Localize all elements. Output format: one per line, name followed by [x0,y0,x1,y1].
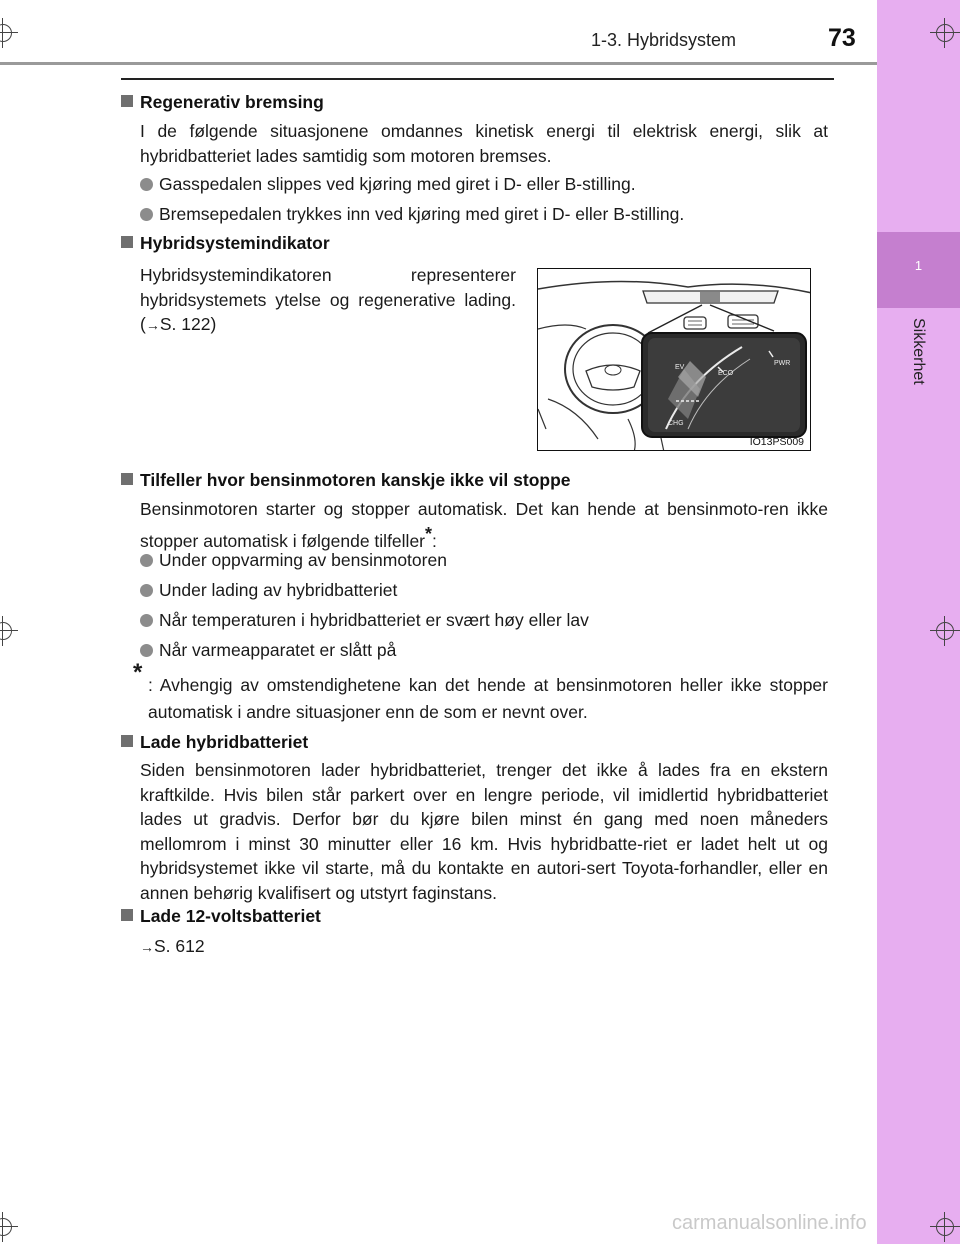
gauge-label-ev: EV [675,364,685,371]
heading-engine-stop [121,470,571,491]
crop-mark-icon [0,616,18,646]
dashboard-illustration [538,269,811,451]
page-number: 73 [828,24,856,52]
watermark: carmanualsonline.info [672,1212,867,1234]
list-item: Når varmeapparatet er slått på [140,640,396,661]
heading-indicator-text: Hybridsystemindikator [140,233,330,253]
footnote-star: * [133,659,143,686]
arrow-right-icon: → [140,939,154,955]
crop-mark-icon [0,18,18,48]
arrow-right-icon: → [145,317,160,333]
footnote-text: : Avhengig av omstendighetene kan det hende at bensinmotoren heller ikke stopper automatisk i andre situasjoner enn de som er nevnt over. [148,675,828,722]
heading-charge-hybrid [121,732,308,753]
crop-mark-icon [930,18,960,48]
gauge-label-pwr: PWR [774,360,791,367]
engine-stop-text: Bensinmotoren starter og stopper automatisk. Det kan hende at bensinmoto-ren ikke stopper automatisk i følgende tilfeller*: [140,499,828,551]
section-title: 1-3. Hybridsystem [591,30,737,50]
content-rule [121,78,834,80]
heading-regenerative-text: Regenerativ bremsing [140,92,324,112]
header-rule [0,62,877,65]
gauge-label-eco: ECO [718,370,734,377]
heading-charge-hybrid-text: Lade hybridbatteriet [140,732,309,752]
gauge-label-chg: CHG [668,420,684,427]
round-bullet-icon [140,584,153,597]
list-item: Under lading av hybridbatteriet [140,580,397,601]
round-bullet-icon [140,644,153,657]
list-item: Når temperaturen i hybridbatteriet er svært høy eller lav [140,610,589,631]
charge-12v-ref [140,934,828,960]
square-bullet-icon [121,735,133,747]
list-item: Under oppvarming av bensinmotoren [140,550,447,571]
chapter-title-text: Sikkerhet [910,318,927,385]
heading-engine-stop-text: Tilfeller hvor bensinmotoren kanskje ikke vil stoppe [140,470,571,490]
chapter-title [907,318,929,408]
figure-label: IO13PS009 [749,436,804,448]
heading-indicator [121,233,330,254]
indicator-text: Hybridsystemindikatoren representerer hybridsystemets ytelse og regenerative lading. (→S. 122) [140,265,516,334]
crop-mark-icon [0,1212,18,1242]
square-bullet-icon [121,95,133,107]
list-item: Bremsepedalen trykkes inn ved kjøring med giret i D- eller B-stilling. [140,204,684,225]
chapter-number: 1 [914,258,923,273]
round-bullet-icon [140,178,153,191]
square-bullet-icon [121,236,133,248]
heading-charge-12v [121,906,321,927]
heading-regenerative [121,92,324,113]
square-bullet-icon [121,473,133,485]
square-bullet-icon [121,909,133,921]
page-ref-link[interactable]: S. 612 [154,936,205,956]
crop-mark-icon [930,1212,960,1242]
crop-mark-icon [930,616,960,646]
round-bullet-icon [140,208,153,221]
round-bullet-icon [140,614,153,627]
hybrid-indicator-figure [537,268,811,451]
heading-charge-12v-text: Lade 12-voltsbatteriet [140,906,321,926]
page-ref-link[interactable]: S. 122 [159,314,211,334]
regenerative-text: I de følgende situasjonene omdannes kinetisk energi til elektrisk energi, slik at hybridbatteriet lades samtidig som motoren bremses. [140,121,828,166]
list-item: Gasspedalen slippes ved kjøring med giret i D- eller B-stilling. [140,174,636,195]
charge-hybrid-text: Siden bensinmotoren lader hybridbatteriet, trenger det ikke å lades fra en ekstern kraftkilde. Hvis bilen står parkert over en lengre periode, vil imidlertid hybridbatteriet lades ut gradvis. Derfor bør du kjøre bilen minst én gang med noen måneders mellomrom i minst 30 minutter eller 16 km. Hvis hybridbatte-riet er ladet helt ut og hybridsystemet ikke vil starte, må du kontakte en autori-sert Toyota-forhandler, eller en annen behørig kvalifisert og utstyrt faginstans. [140,760,828,903]
round-bullet-icon [140,554,153,567]
